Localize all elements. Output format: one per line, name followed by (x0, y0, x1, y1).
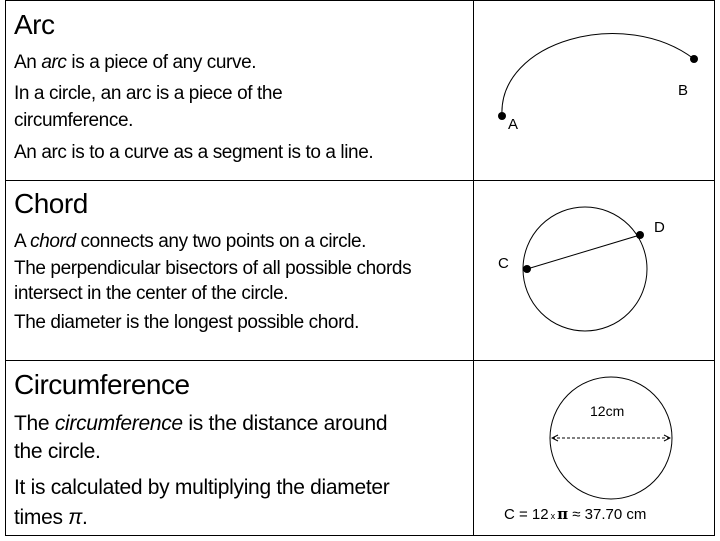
chord-definition-line-3: intersect in the center of the circle. (14, 283, 289, 304)
circumference-diagram (474, 361, 714, 536)
arc-line1-suffix: is a piece of any curve. (66, 52, 257, 73)
arc-definition-line-1 (14, 52, 256, 74)
chord-text-cell (6, 181, 474, 360)
chord-line1-prefix: A (14, 231, 31, 252)
arc-row (6, 1, 714, 180)
chord-heading: Chord (14, 188, 88, 219)
arc-definition-line-2: In a circle, an arc is a piece of the (14, 83, 283, 104)
definitions-table (5, 0, 715, 536)
chord-segment (527, 235, 640, 269)
chord-row (6, 180, 714, 360)
arc-curve (502, 34, 694, 116)
chord-label-c: C (498, 255, 509, 272)
arc-point-a (498, 112, 506, 120)
circumference-line4-prefix: times (14, 506, 69, 529)
formula-times-sign: x (550, 511, 556, 521)
circumference-formula (504, 505, 646, 523)
circumference-definition-line-1 (14, 412, 387, 436)
circumference-definition-line-2: the circle. (14, 440, 101, 463)
arc-line1-prefix: An (14, 52, 42, 73)
chord-point-d (636, 231, 644, 239)
circumference-term: circumference (54, 412, 183, 435)
arc-label-b: B (678, 82, 689, 99)
arc-text-cell (6, 1, 474, 180)
diameter-label: 12cm (590, 403, 625, 419)
circumference-definition-line-3: It is calculated by multiplying the diameter (14, 476, 390, 499)
chord-definition-line-4: The diameter is the longest possible chord. (14, 312, 360, 333)
chord-figure-cell (474, 181, 714, 360)
circumference-figure-cell (474, 361, 714, 535)
arc-definition-line-3: circumference. (14, 110, 133, 131)
circumference-line1-suffix: is the distance around (182, 412, 388, 435)
circumference-row (6, 360, 714, 535)
formula-prefix: C = 12 (504, 506, 549, 523)
chord-definition-line-2: The perpendicular bisectors of all possible chords (14, 258, 412, 279)
chord-point-c (523, 265, 531, 273)
arc-label-a: A (508, 116, 519, 133)
arc-diagram (474, 1, 714, 180)
chord-diagram (474, 181, 714, 361)
chord-line1-suffix: connects any two points on a circle. (75, 231, 367, 252)
circumference-text-cell (6, 361, 474, 535)
chord-term: chord (30, 231, 76, 252)
arc-point-b (690, 55, 698, 63)
arc-heading: Arc (14, 9, 55, 40)
arc-definition-line-4: An arc is to a curve as a segment is to a line. (14, 142, 374, 163)
chord-circle (523, 207, 647, 331)
formula-pi: π (557, 505, 569, 523)
circumference-line1-prefix: The (14, 412, 55, 435)
pi-symbol: π (68, 506, 82, 529)
arc-term: arc (41, 52, 67, 73)
circumference-heading: Circumference (14, 369, 190, 400)
formula-result: ≈ 37.70 cm (568, 506, 647, 523)
arc-figure-cell (474, 1, 714, 180)
circumference-line4-suffix: . (82, 506, 88, 529)
chord-definition-line-1 (14, 231, 366, 253)
chord-label-d: D (654, 219, 665, 236)
circumference-definition-line-4 (14, 506, 88, 530)
